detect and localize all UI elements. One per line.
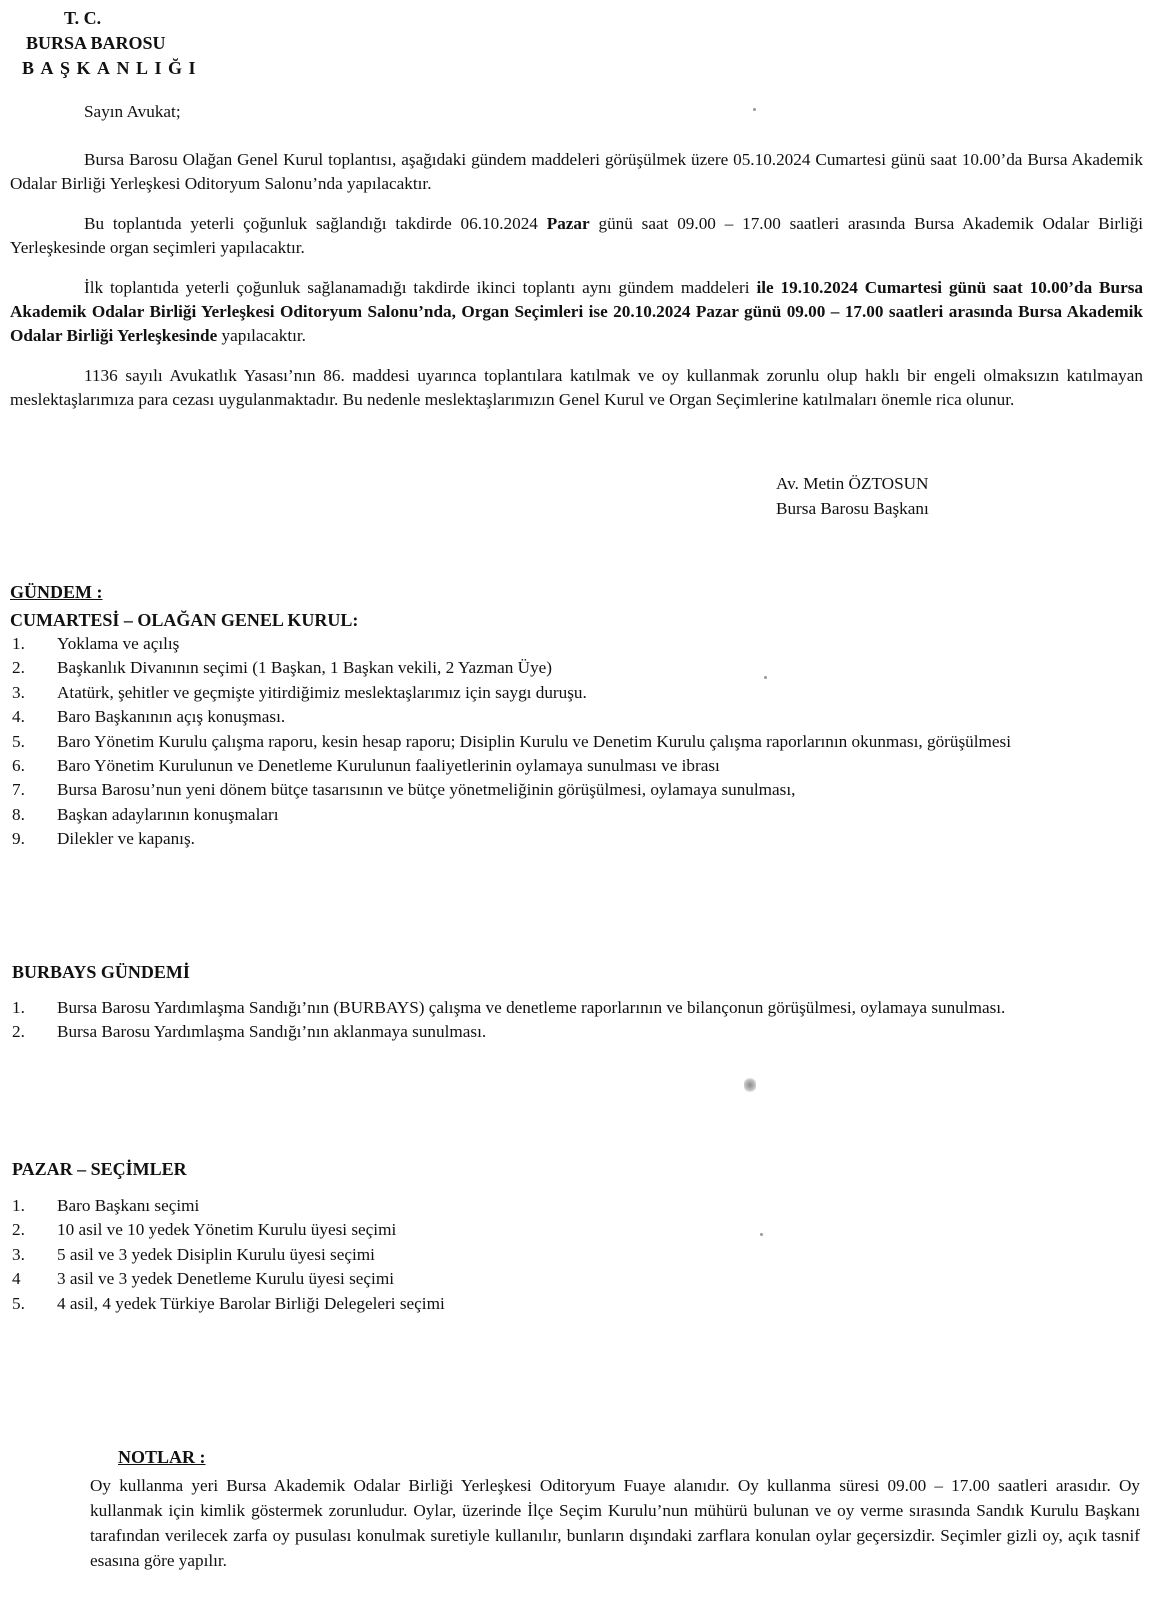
signature-name: Av. Metin ÖZTOSUN: [776, 474, 929, 493]
list-item: [10, 1243, 1140, 1267]
list-item-number: 9.: [12, 829, 25, 849]
paragraph-election-date: [10, 212, 1143, 260]
header-bar-name: BURSA BAROSU: [26, 33, 166, 53]
scan-speck: [764, 676, 767, 679]
list-item-text: 10 asil ve 10 yedek Yönetim Kurulu üyesi seçimi: [57, 1220, 397, 1240]
list-item-text: Bursa Barosu Yardımlaşma Sandığı’nın aklanmaya sunulması.: [57, 1022, 487, 1041]
sunday-elections-list: [10, 1194, 1140, 1316]
list-item-number: 4.: [12, 707, 25, 727]
list-item-text: Baro Başkanının açış konuşması.: [57, 707, 286, 727]
list-item-text: Baro Yönetim Kurulunun ve Denetleme Kurulunun faaliyetlerinin oylamaya sunulması ve ibrası: [57, 756, 720, 776]
list-item-text: Yoklama ve açılış: [57, 634, 180, 653]
list-item-number: 7.: [12, 780, 25, 800]
list-item-number: 2.: [12, 1220, 25, 1240]
list-item: [10, 1020, 1140, 1044]
list-item-number: 5.: [12, 731, 25, 751]
list-item-text: Başkanlık Divanının seçimi (1 Başkan, 1 Başkan vekili, 2 Yazman Üye): [57, 658, 553, 678]
header-baskanlik: BAŞKANLIĞI: [22, 58, 203, 78]
list-item: [10, 656, 1140, 680]
list-item-number: 2.: [12, 658, 25, 678]
list-item: [10, 1218, 1140, 1242]
list-item-text: 5 asil ve 3 yedek Disiplin Kurulu üyesi seçimi: [57, 1244, 375, 1264]
list-item: [10, 827, 1140, 851]
list-item-number: 6.: [12, 756, 25, 776]
list-item-number: 1.: [12, 998, 25, 1017]
list-item-number: 1.: [12, 634, 25, 653]
list-item-number: 5.: [12, 1293, 25, 1313]
list-item: [10, 681, 1140, 705]
list-item-number: 8.: [12, 804, 25, 824]
list-item: [10, 1194, 1140, 1218]
list-item: [10, 803, 1140, 827]
list-item-text: Başkan adaylarının konuşmaları: [57, 804, 279, 824]
paragraph-election-date-bold: Pazar: [546, 214, 590, 233]
paragraph-second-meeting-bold: ile 19.10.2024 Cumartesi günü saat 10.00’da Bursa Akademik Odalar Birliği Yerleşkesi Oditoryum Salonu’nda, Organ Seçimleri ise 20.10.2024 Pazar günü 09.00 – 17.00 saatleri arasında Bursa Akademik Odalar Birliği Yerleşkesinde: [10, 278, 1143, 345]
list-item-text: Bursa Barosu Yardımlaşma Sandığı’nın (BURBAYS) çalışma ve denetleme raporlarının ve bilançonun görüşülmesi, oylamaya sunulması.: [57, 998, 1006, 1017]
list-item-text: 4 asil, 4 yedek Türkiye Barolar Birliği Delegeleri seçimi: [57, 1293, 445, 1313]
list-item: [10, 996, 1140, 1020]
paragraph-second-meeting-part-2: yapılacaktır.: [217, 326, 306, 345]
list-item-text: Atatürk, şehitler ve geçmişte yitirdiğimiz meslektaşlarımız için saygı duruşu.: [57, 682, 587, 702]
saturday-agenda-title: CUMARTESİ – OLAĞAN GENEL KURUL:: [10, 610, 359, 630]
list-item-number: 2.: [12, 1022, 25, 1041]
saturday-agenda-list: [10, 632, 1140, 852]
list-item: [10, 1292, 1140, 1316]
list-item: [10, 754, 1140, 778]
notes-title: NOTLAR :: [118, 1447, 206, 1467]
list-item: [10, 778, 1140, 802]
scan-speck: [744, 1077, 756, 1093]
list-item-text: 3 asil ve 3 yedek Denetleme Kurulu üyesi seçimi: [57, 1269, 394, 1289]
signature-title: Bursa Barosu Başkanı: [776, 499, 929, 518]
list-item: [10, 705, 1140, 729]
salutation: Sayın Avukat;: [84, 102, 181, 121]
scan-speck: [753, 108, 756, 111]
paragraph-obligation: 1136 sayılı Avukatlık Yasası’nın 86. maddesi uyarınca toplantılara katılmak ve oy kullanmak zorunlu olup haklı bir engeli olmaksızın katılmayan meslektaşlarımıza para cezası uygulanmaktadır. Bu nedenle meslektaşlarımızın Genel Kurul ve Organ Seçimlerine katılmaları önemle rica olunur.: [10, 366, 1143, 409]
paragraph-election-date-part-1: Bu toplantıda yeterli çoğunluk sağlandığı takdirde 06.10.2024: [84, 214, 547, 233]
notes-text: Oy kullanma yeri Bursa Akademik Odalar Birliği Yerleşkesi Oditoryum Fuaye alanıdır. Oy kullanma süresi 09.00 – 17.00 saatleri arasıdır. Oy kullanmak için kimlik göstermek zorunludur. Oylar, üzerinde İlçe Seçim Kurulu’nun mühürü bulunan ve oy verme sırasında Sandık Kurulu Başkanı tarafından verilecek zarfa oy pusulası konulmak suretiyle kullanılır, bunların dışındaki zarflara konulan oylar geçersizdir. Seçimler gizli oy, açık tasnif esasına göre yapılır.: [90, 1476, 1140, 1570]
paragraph-meeting-date: Bursa Barosu Olağan Genel Kurul toplantısı, aşağıdaki gündem maddeleri görüşülmek üzere 05.10.2024 Cumartesi günü saat 10.00’da Bursa Akademik Odalar Birliği Yerleşkesi Oditoryum Salonu’nda yapılacaktır.: [10, 150, 1143, 193]
list-item-number: 1.: [12, 1196, 25, 1215]
list-item-text: Baro Başkanı seçimi: [57, 1196, 200, 1215]
list-item-number: 4: [12, 1269, 21, 1289]
list-item-number: 3.: [12, 1244, 25, 1264]
paragraph-second-meeting: [10, 276, 1143, 348]
sunday-elections-title: PAZAR – SEÇİMLER: [12, 1159, 187, 1179]
paragraph-election-date-part-2: günü saat 09.00 – 17.00 saatleri arasında Bursa Akademik Odalar Birliği Yerleşkesinde organ seçimleri yapılacaktır.: [10, 214, 1143, 257]
scan-speck: [760, 1233, 763, 1236]
agenda-title: GÜNDEM :: [10, 582, 103, 602]
list-item: [10, 1267, 1140, 1291]
paragraph-second-meeting-part-1: İlk toplantıda yeterli çoğunluk sağlanamadığı takdirde ikinci toplantı aynı gündem maddeleri: [84, 278, 757, 297]
header-tc: T. C.: [64, 8, 102, 28]
burbays-agenda-list: [10, 996, 1140, 1044]
burbays-agenda-title: BURBAYS GÜNDEMİ: [12, 962, 190, 982]
list-item-number: 3.: [12, 682, 25, 702]
list-item-text: Dilekler ve kapanış.: [57, 829, 195, 849]
list-item-text: Baro Yönetim Kurulu çalışma raporu, kesin hesap raporu; Disiplin Kurulu ve Denetim Kurulu çalışma raporlarının okunması, görüşülmesi: [57, 731, 1012, 751]
list-item-text: Bursa Barosu’nun yeni dönem bütçe tasarısının ve bütçe yönetmeliğinin görüşülmesi, oylamaya sunulması,: [57, 780, 796, 800]
list-item: [10, 730, 1140, 754]
list-item: [10, 632, 1140, 656]
